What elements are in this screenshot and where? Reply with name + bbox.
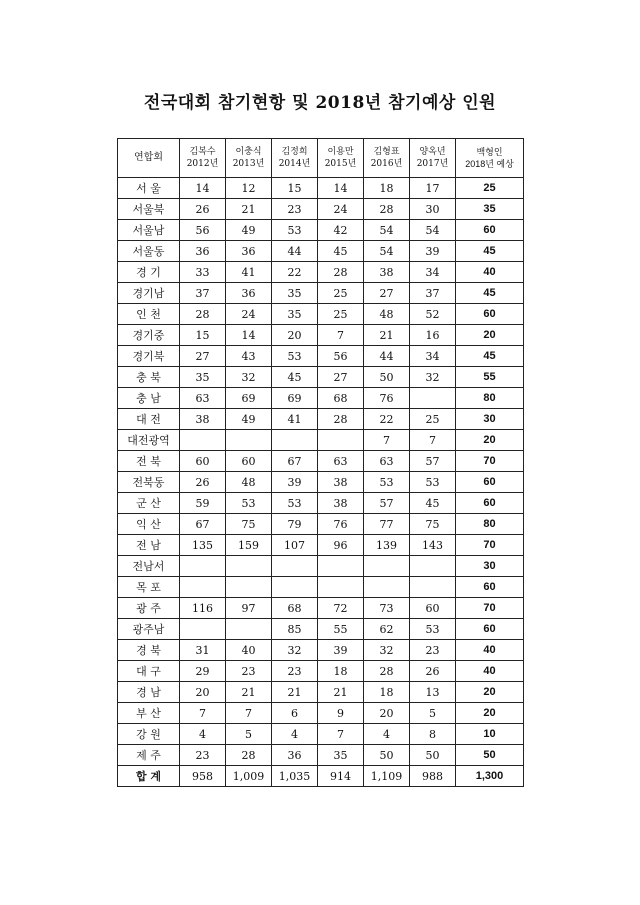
region-cell: 부 산: [118, 703, 180, 724]
total-row: [118, 766, 524, 787]
count-cell: 63: [180, 388, 226, 409]
count-cell: 53: [272, 220, 318, 241]
count-cell: 30: [410, 199, 456, 220]
count-cell: 23: [272, 661, 318, 682]
table-row: [118, 703, 524, 724]
table-header-row: [118, 139, 524, 178]
count-cell: [226, 430, 272, 451]
header-name: 이용만: [327, 147, 354, 157]
count-cell: 7: [226, 703, 272, 724]
region-cell: 인 천: [118, 304, 180, 325]
count-cell: 43: [226, 346, 272, 367]
table-row: [118, 325, 524, 346]
count-cell: 139: [364, 535, 410, 556]
header-col-2: [226, 139, 272, 178]
table-row: [118, 619, 524, 640]
count-cell: 1,109: [364, 766, 410, 787]
table-row: [118, 556, 524, 577]
region-cell: 목 포: [118, 577, 180, 598]
count-cell: 27: [318, 367, 364, 388]
count-cell: 5: [410, 703, 456, 724]
count-cell: 26: [180, 199, 226, 220]
count-cell: 69: [272, 388, 318, 409]
count-cell: [318, 556, 364, 577]
table-row: [118, 640, 524, 661]
count-cell: 45: [410, 493, 456, 514]
count-cell: 21: [272, 682, 318, 703]
count-cell: [364, 577, 410, 598]
count-cell: 28: [318, 409, 364, 430]
header-col-6: [410, 139, 456, 178]
count-cell: 36: [226, 241, 272, 262]
forecast-cell: 30: [456, 556, 524, 577]
header-year: 2016년: [370, 159, 403, 169]
count-cell: [272, 556, 318, 577]
header-name: 김복수: [189, 147, 216, 157]
count-cell: 50: [364, 745, 410, 766]
count-cell: 36: [272, 745, 318, 766]
count-cell: 22: [364, 409, 410, 430]
forecast-cell: 60: [456, 493, 524, 514]
count-cell: 54: [364, 220, 410, 241]
count-cell: 28: [180, 304, 226, 325]
region-cell: 충 남: [118, 388, 180, 409]
count-cell: 23: [272, 199, 318, 220]
count-cell: 56: [180, 220, 226, 241]
table-row: [118, 346, 524, 367]
count-cell: 38: [364, 262, 410, 283]
count-cell: 1,035: [272, 766, 318, 787]
count-cell: [226, 577, 272, 598]
count-cell: 49: [226, 409, 272, 430]
header-year: 2013년: [232, 159, 265, 169]
count-cell: 32: [364, 640, 410, 661]
region-cell: 전 남: [118, 535, 180, 556]
count-cell: 4: [180, 724, 226, 745]
count-cell: 15: [272, 178, 318, 199]
count-cell: 35: [180, 367, 226, 388]
count-cell: 18: [364, 682, 410, 703]
count-cell: 16: [410, 325, 456, 346]
forecast-cell: 80: [456, 514, 524, 535]
count-cell: 67: [180, 514, 226, 535]
count-cell: 73: [364, 598, 410, 619]
count-cell: 39: [318, 640, 364, 661]
count-cell: 28: [364, 199, 410, 220]
table-row: [118, 367, 524, 388]
forecast-cell: 50: [456, 745, 524, 766]
count-cell: 97: [226, 598, 272, 619]
region-cell: 광 주: [118, 598, 180, 619]
count-cell: [272, 577, 318, 598]
forecast-cell: 60: [456, 472, 524, 493]
count-cell: [180, 430, 226, 451]
region-cell: 경 남: [118, 682, 180, 703]
count-cell: 18: [318, 661, 364, 682]
count-cell: 7: [364, 430, 410, 451]
region-cell: 서 울: [118, 178, 180, 199]
header-col-7: [456, 139, 524, 178]
table-row: [118, 409, 524, 430]
count-cell: 988: [410, 766, 456, 787]
region-cell: 전남서: [118, 556, 180, 577]
page-title: 전국대회 참기현항 및 2018년 참기예상 인원: [143, 93, 497, 113]
region-cell: 서울남: [118, 220, 180, 241]
table-row: [118, 514, 524, 535]
count-cell: 33: [180, 262, 226, 283]
table-row: [118, 577, 524, 598]
region-cell: 광주남: [118, 619, 180, 640]
forecast-cell: 70: [456, 535, 524, 556]
count-cell: 79: [272, 514, 318, 535]
count-cell: 63: [318, 451, 364, 472]
count-cell: 20: [364, 703, 410, 724]
count-cell: 32: [410, 367, 456, 388]
count-cell: 12: [226, 178, 272, 199]
count-cell: 1,009: [226, 766, 272, 787]
count-cell: 21: [226, 199, 272, 220]
forecast-cell: 20: [456, 682, 524, 703]
region-cell: 대전광역: [118, 430, 180, 451]
count-cell: 54: [364, 241, 410, 262]
count-cell: 27: [364, 283, 410, 304]
count-cell: 69: [226, 388, 272, 409]
count-cell: 21: [364, 325, 410, 346]
table-row: [118, 283, 524, 304]
count-cell: 76: [318, 514, 364, 535]
count-cell: 13: [410, 682, 456, 703]
count-cell: 35: [318, 745, 364, 766]
count-cell: [226, 556, 272, 577]
count-cell: 4: [272, 724, 318, 745]
table-row: [118, 472, 524, 493]
count-cell: [180, 577, 226, 598]
count-cell: 27: [180, 346, 226, 367]
count-cell: 14: [318, 178, 364, 199]
count-cell: 38: [180, 409, 226, 430]
region-cell: 대 구: [118, 661, 180, 682]
forecast-cell: 20: [456, 703, 524, 724]
table-row: [118, 724, 524, 745]
count-cell: 24: [318, 199, 364, 220]
count-cell: 37: [180, 283, 226, 304]
count-cell: 28: [364, 661, 410, 682]
forecast-cell: 55: [456, 367, 524, 388]
region-cell: 서울동: [118, 241, 180, 262]
count-cell: 53: [364, 472, 410, 493]
count-cell: 62: [364, 619, 410, 640]
forecast-cell: 40: [456, 661, 524, 682]
count-cell: 35: [272, 304, 318, 325]
count-cell: 53: [272, 346, 318, 367]
count-cell: 48: [364, 304, 410, 325]
count-cell: 77: [364, 514, 410, 535]
count-cell: 7: [318, 325, 364, 346]
table-row: [118, 430, 524, 451]
count-cell: 23: [410, 640, 456, 661]
count-cell: 53: [226, 493, 272, 514]
count-cell: 44: [364, 346, 410, 367]
count-cell: 17: [410, 178, 456, 199]
count-cell: [410, 388, 456, 409]
table-row: [118, 682, 524, 703]
count-cell: 25: [318, 304, 364, 325]
count-cell: 57: [364, 493, 410, 514]
count-cell: 85: [272, 619, 318, 640]
count-cell: [226, 619, 272, 640]
count-cell: 28: [226, 745, 272, 766]
count-cell: 14: [226, 325, 272, 346]
forecast-cell: 20: [456, 430, 524, 451]
count-cell: [364, 556, 410, 577]
count-cell: 159: [226, 535, 272, 556]
header-name: 김형표: [373, 147, 400, 157]
header-name: 김정희: [281, 147, 308, 157]
count-cell: 7: [410, 430, 456, 451]
count-cell: 24: [226, 304, 272, 325]
count-cell: 26: [410, 661, 456, 682]
count-cell: 26: [180, 472, 226, 493]
count-cell: 68: [272, 598, 318, 619]
table-row: [118, 493, 524, 514]
table-row: [118, 388, 524, 409]
forecast-cell: 60: [456, 619, 524, 640]
count-cell: 25: [318, 283, 364, 304]
header-col-3: [272, 139, 318, 178]
count-cell: 55: [318, 619, 364, 640]
header-year: 2018년 예상: [465, 159, 514, 169]
forecast-cell: 35: [456, 199, 524, 220]
count-cell: 49: [226, 220, 272, 241]
count-cell: 36: [226, 283, 272, 304]
forecast-cell: 60: [456, 577, 524, 598]
table-row: [118, 199, 524, 220]
region-cell: 군 산: [118, 493, 180, 514]
count-cell: [410, 577, 456, 598]
table-row: [118, 262, 524, 283]
count-cell: 914: [318, 766, 364, 787]
count-cell: 6: [272, 703, 318, 724]
count-cell: 38: [318, 493, 364, 514]
region-cell: 합 계: [118, 766, 180, 787]
region-cell: 익 산: [118, 514, 180, 535]
header-name: 백형인: [476, 147, 503, 157]
table-row: [118, 220, 524, 241]
count-cell: 41: [272, 409, 318, 430]
forecast-cell: 1,300: [456, 766, 524, 787]
count-cell: 107: [272, 535, 318, 556]
count-cell: 15: [180, 325, 226, 346]
forecast-cell: 45: [456, 283, 524, 304]
count-cell: [272, 430, 318, 451]
forecast-cell: 40: [456, 262, 524, 283]
count-cell: 41: [226, 262, 272, 283]
count-cell: 20: [272, 325, 318, 346]
count-cell: [318, 577, 364, 598]
participation-table: [117, 138, 524, 787]
header-name: 연합회: [134, 152, 163, 163]
count-cell: 54: [410, 220, 456, 241]
forecast-cell: 60: [456, 220, 524, 241]
count-cell: 40: [226, 640, 272, 661]
count-cell: 53: [272, 493, 318, 514]
header-col-5: [364, 139, 410, 178]
table-row: [118, 661, 524, 682]
count-cell: 53: [410, 619, 456, 640]
region-cell: 경 북: [118, 640, 180, 661]
count-cell: 7: [318, 724, 364, 745]
table-row: [118, 178, 524, 199]
header-name: 양옥년: [419, 147, 446, 157]
count-cell: 116: [180, 598, 226, 619]
region-cell: 서울북: [118, 199, 180, 220]
count-cell: 63: [364, 451, 410, 472]
count-cell: 50: [410, 745, 456, 766]
table-row: [118, 745, 524, 766]
count-cell: 50: [364, 367, 410, 388]
region-cell: 충 북: [118, 367, 180, 388]
count-cell: 29: [180, 661, 226, 682]
count-cell: 32: [272, 640, 318, 661]
count-cell: 22: [272, 262, 318, 283]
count-cell: 60: [226, 451, 272, 472]
count-cell: 45: [272, 367, 318, 388]
count-cell: 4: [364, 724, 410, 745]
forecast-cell: 30: [456, 409, 524, 430]
count-cell: 45: [318, 241, 364, 262]
count-cell: 28: [318, 262, 364, 283]
table-row: [118, 598, 524, 619]
count-cell: 68: [318, 388, 364, 409]
count-cell: 21: [226, 682, 272, 703]
count-cell: 9: [318, 703, 364, 724]
region-cell: 대 전: [118, 409, 180, 430]
count-cell: 135: [180, 535, 226, 556]
count-cell: 34: [410, 262, 456, 283]
count-cell: 52: [410, 304, 456, 325]
count-cell: 38: [318, 472, 364, 493]
forecast-cell: 20: [456, 325, 524, 346]
count-cell: 44: [272, 241, 318, 262]
count-cell: 36: [180, 241, 226, 262]
region-cell: 경 기: [118, 262, 180, 283]
count-cell: 20: [180, 682, 226, 703]
table-row: [118, 451, 524, 472]
count-cell: 60: [180, 451, 226, 472]
header-name: 이충식: [235, 147, 262, 157]
region-cell: 강 원: [118, 724, 180, 745]
forecast-cell: 25: [456, 178, 524, 199]
count-cell: 96: [318, 535, 364, 556]
count-cell: 39: [410, 241, 456, 262]
count-cell: 14: [180, 178, 226, 199]
count-cell: 34: [410, 346, 456, 367]
count-cell: 75: [410, 514, 456, 535]
count-cell: [180, 556, 226, 577]
table-row: [118, 304, 524, 325]
count-cell: 48: [226, 472, 272, 493]
count-cell: [410, 556, 456, 577]
header-col-4: [318, 139, 364, 178]
count-cell: 25: [410, 409, 456, 430]
count-cell: [318, 430, 364, 451]
region-cell: 경기중: [118, 325, 180, 346]
count-cell: 23: [226, 661, 272, 682]
table-row: [118, 241, 524, 262]
count-cell: 67: [272, 451, 318, 472]
forecast-cell: 80: [456, 388, 524, 409]
count-cell: 5: [226, 724, 272, 745]
count-cell: 53: [410, 472, 456, 493]
region-cell: 경기북: [118, 346, 180, 367]
header-year: 2017년: [416, 159, 449, 169]
count-cell: 23: [180, 745, 226, 766]
count-cell: 60: [410, 598, 456, 619]
count-cell: 958: [180, 766, 226, 787]
count-cell: 76: [364, 388, 410, 409]
count-cell: 56: [318, 346, 364, 367]
count-cell: 18: [364, 178, 410, 199]
count-cell: 57: [410, 451, 456, 472]
region-cell: 전 북: [118, 451, 180, 472]
count-cell: [180, 619, 226, 640]
region-cell: 전북동: [118, 472, 180, 493]
count-cell: 72: [318, 598, 364, 619]
count-cell: 8: [410, 724, 456, 745]
count-cell: 59: [180, 493, 226, 514]
table-row: [118, 535, 524, 556]
region-cell: 제 주: [118, 745, 180, 766]
forecast-cell: 45: [456, 346, 524, 367]
count-cell: 31: [180, 640, 226, 661]
header-year: 2014년: [278, 159, 311, 169]
count-cell: 42: [318, 220, 364, 241]
count-cell: 143: [410, 535, 456, 556]
forecast-cell: 10: [456, 724, 524, 745]
forecast-cell: 45: [456, 241, 524, 262]
count-cell: 35: [272, 283, 318, 304]
count-cell: 39: [272, 472, 318, 493]
count-cell: 75: [226, 514, 272, 535]
count-cell: 32: [226, 367, 272, 388]
count-cell: 21: [318, 682, 364, 703]
forecast-cell: 70: [456, 451, 524, 472]
region-cell: 경기남: [118, 283, 180, 304]
header-region: [118, 139, 180, 178]
forecast-cell: 60: [456, 304, 524, 325]
header-year: 2012년: [186, 159, 219, 169]
forecast-cell: 40: [456, 640, 524, 661]
count-cell: 7: [180, 703, 226, 724]
header-year: 2015년: [324, 159, 357, 169]
count-cell: 37: [410, 283, 456, 304]
forecast-cell: 70: [456, 598, 524, 619]
header-col-1: [180, 139, 226, 178]
